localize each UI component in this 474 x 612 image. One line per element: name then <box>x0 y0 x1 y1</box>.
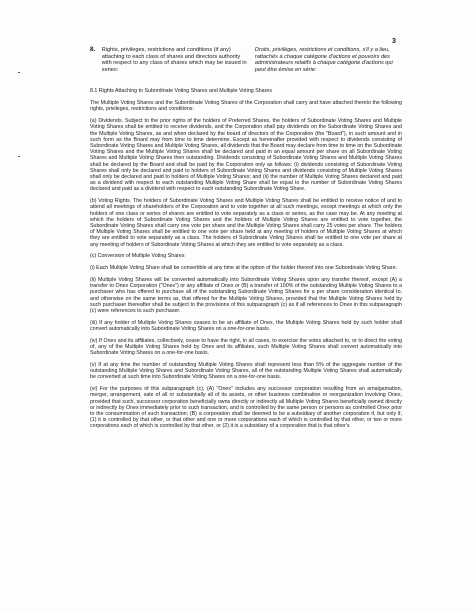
document-body <box>90 88 402 435</box>
paragraph-intro: The Multiple Voting Shares and the Subordinate Voting Shares of the Corporation shall carry and have attached thereto the following rights, privileges, restrictions and conditions: <box>90 100 402 113</box>
paragraph-conversion-i: (i) Each Multiple Voting Share shall be convertible at any time at the option of the holder thereof into one Subordinate Voting Share. <box>90 265 398 272</box>
item-description-english: Rights, privileges, restrictions and conditions (if any) attaching to each class of shares and directors authority with respect to any class of shares which may be issued in series: <box>101 47 247 73</box>
scan-artifact <box>18 72 20 73</box>
page-number: 3 <box>392 38 396 45</box>
section-heading: 8.1 Rights Attaching to Subordinate Voting Shares and Multiple Voting Shares <box>90 88 272 94</box>
paragraph-conversion-v: (v) If at any time the number of outstanding Multiple Voting Shares shall represent less than 5% of the aggregate number of the outstanding Multiple Voting Shares and Subordinate Voting Shares, all of the outstanding Multiple Voting Shares shall automatically be converted at such time into Subordinate Voting Shares on a one-for-one basis. <box>90 362 402 381</box>
paragraph-conversion-heading: (c) Conversion of Multiple Voting Shares <box>90 253 185 260</box>
scan-artifact <box>18 156 20 157</box>
paragraph-voting-rights: (b) Voting Rights. The holders of Subordinate Voting Shares and Multiple Voting Shares shall be entitled to receive notice of and to attend all meetings of shareholders of the Corporation and to vote together at all such meetings, except meetings at which only the holders of one class or series of shares are entitled to vote separately as a class or series, as the case may be. At any meeting at which the holders of Subordinate Voting Shares and the holders of Multiple Voting Shares are entitled to vote together, the Subordinate Voting Shares shall carry one vote per share and the Multiple Voting Shares shall carry 25 votes per share. The holders of Multiple Voting Shares shall be entitled to one vote per share held at any meeting of holders of Multiple Voting Shares at which they are entitled to vote separately as a class. The holders of Subordinate Voting Shares shall be entitled to one vote per share at any meeting of holders of Subordinate Voting Shares at which they are entitled to vote separately as a class. <box>90 198 402 248</box>
item-header <box>90 47 402 73</box>
paragraph-dividends: (a) Dividends. Subject to the prior rights of the holders of Preferred Shares, the holders of Subordinate Voting Shares and Multiple Voting Shares shall be entitled to receive dividends, and the Corporation shall pay dividends on the Subordinate Voting Shares and the Multiple Voting Shares, as and when declared by the board of directors of the Corporation (the "Board"), in such amount and in such form as the Board may from time to time determine. Except as hereinafter provided with respect to dividends consisting of Subordinate Voting Shares and Multiple Voting Shares, all dividends that the Board may declare from time to time on the Subordinate Voting Shares and the Multiple Voting Shares shall be declared and paid in an equal amount per share on all Subordinate Voting Shares and Multiple Voting Shares then outstanding. Dividends consisting of Subordinate Voting Shares and Multiple Voting Shares shall be declared by the Board and shall be paid by the Corporation only as follows: (i) dividends consisting of Subordinate Voting Shares shall only be declared and paid to holders of Subordinate Voting Shares and dividends consisting of Multiple Voting Shares shall only be declared and paid to holders of Multiple Voting Shares; and (ii) the number of Multiple Voting Shares declared and paid as a dividend with respect to each outstanding Multiple Voting Share shall be equal to the number of Subordinate Voting Shares declared and paid as a dividend with respect to each outstanding Subordinate Voting Share. <box>90 118 402 193</box>
paragraph-conversion-ii: (ii) Multiple Voting Shares will be converted automatically into Subordinate Voting Shares upon any transfer thereof, except (A) a transfer to Onex Corporation ("Onex") or any affiliate of Onex or (B) a transfer of 100% of the outstanding Multiple Voting Shares to a purchaser who has offered to purchase all of the outstanding Subordinate Voting Shares for a per share consideration identical to, and otherwise on the same terms as, that offered for the Multiple Voting Shares, provided that the Multiple Voting Shares held by such purchaser thereafter shall be subject to the provisions of this subparagraph (c) as if all references to Onex in this subparagraph (c) were references to such purchaser. <box>90 277 402 315</box>
paragraph-conversion-vi: (vi) For the purposes of this subparagraph (c), (A) "Onex" includes any successor corporation resulting from an amalgamation, merger, arrangement, sale of all or substantially all of its assets, or other business combination or reorganization involving Onex, provided that such, successor corporation beneficially owns directly or indirectly all Multiple Voting Shares beneficially owned directly or indirectly by Onex immediately prior to such transaction, and is controlled by the same person or persons as controlled Onex prior to the consummation of such transaction; (B) a corporation shall be deemed to be a subsidiary of another corporation if, but only if, (1) it is controlled by that other, or that other and one or more corporations each of which is controlled by that other, or two or more corporations each of which is controlled by that other, or (2) it is a subsidiary of a corporation that is that other's <box>90 386 402 430</box>
item-number: 8. <box>90 46 96 53</box>
paragraph-conversion-iii: (iii) If any holder of Multiple Voting Shares ceases to be an affiliate of Onex, the Multiple Voting Shares held by such holder shall convert automatically into Subordinate Voting Shares on a one-for-one basis. <box>90 319 402 333</box>
item-description-french: Droits, privilèges, restrictions et conditions, s'il y a lieu, rattachés à chaque catégorie d'actions et pouvoirs des administrateurs relatifs à chaque catégorie d'actions qui peut être émise en série: <box>254 47 393 73</box>
paragraph-conversion-iv: (iv) If Onex and its affiliates, collectively, cease to have the right, in all cases, to exercise the votes attached to, or to direct the voting of, any of the Multiple Voting Shares held by Onex and its affiliates, such Multiple Voting Shares shall convert automatically into Subordinate Voting Shares on a one-for-one basis. <box>90 337 402 357</box>
